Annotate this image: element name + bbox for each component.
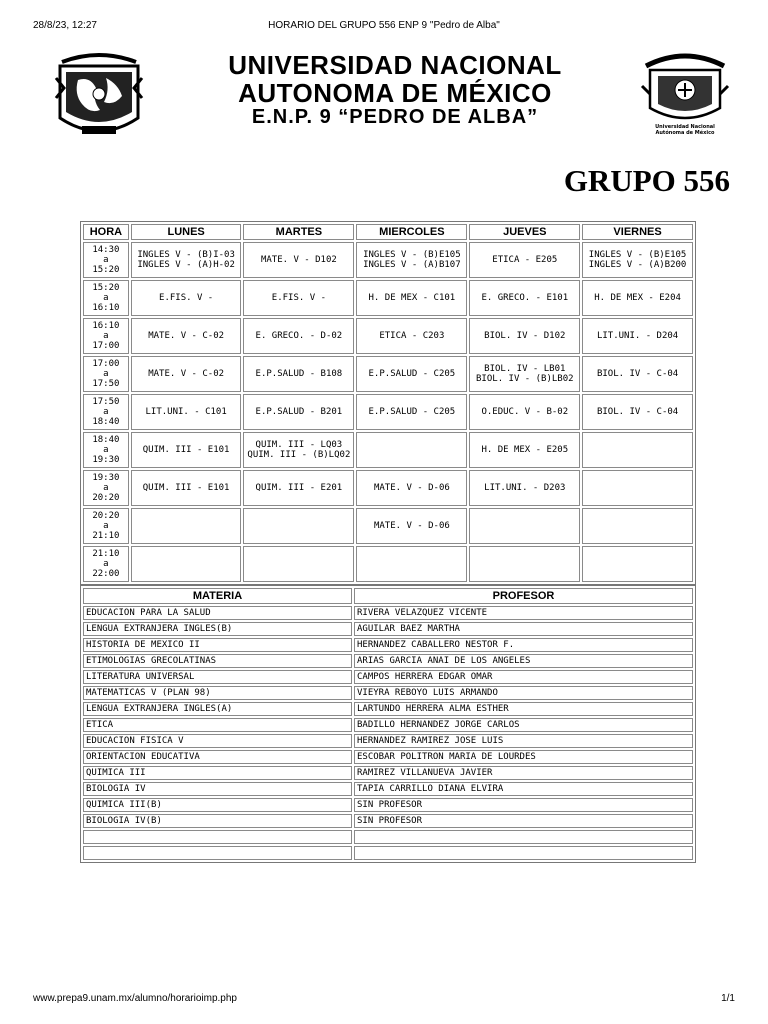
- subject-row: [83, 782, 693, 796]
- subject-row: [83, 718, 693, 732]
- time-slot-line: 16:10: [92, 321, 120, 331]
- subject-row: [83, 638, 693, 652]
- time-slot-line: 18:40: [92, 435, 120, 445]
- teacher-name: RIVERA VELAZQUEZ VICENTE: [354, 606, 693, 620]
- time-slot: [83, 394, 129, 430]
- class-entry: INGLES V - (A)B200: [588, 260, 687, 270]
- time-slot: [83, 242, 129, 278]
- subject-row: [83, 734, 693, 748]
- time-slot-line: a: [103, 445, 109, 455]
- time-slot-line: 20:20: [92, 511, 120, 521]
- class-entry: INGLES V - (B)E105: [363, 250, 461, 260]
- teacher-name: SIN PROFESOR: [354, 814, 693, 828]
- class-cell: [469, 470, 580, 506]
- class-cell: [582, 356, 693, 392]
- teacher-name: HERNANDEZ RAMIREZ JOSE LUIS: [354, 734, 693, 748]
- time-slot-line: 17:00: [92, 341, 120, 351]
- subject-row: [83, 846, 693, 860]
- subject-row: [83, 606, 693, 620]
- class-entry: QUIM. III - E101: [142, 483, 230, 493]
- class-cell: [243, 470, 354, 506]
- time-slot-line: 17:50: [92, 379, 120, 389]
- teacher-name: VIEYRA REBOYO LUIS ARMANDO: [354, 686, 693, 700]
- time-slot: [83, 432, 129, 468]
- time-slot-line: 15:20: [92, 283, 120, 293]
- schedule-header-row: [83, 224, 693, 240]
- print-title: HORARIO DEL GRUPO 556 ENP 9 "Pedro de Alba": [268, 20, 500, 31]
- teacher-name: BADILLO HERNANDEZ JORGE CARLOS: [354, 718, 693, 732]
- class-cell: [131, 242, 242, 278]
- class-entry: INGLES V - (A)H-02: [137, 260, 235, 270]
- class-entry: ETICA - E205: [492, 255, 558, 265]
- subjects-table: [80, 585, 696, 863]
- schedule-row: [83, 508, 693, 544]
- subject-name: EDUCACION FISICA V: [83, 734, 352, 748]
- class-entry: ETICA - C203: [379, 331, 445, 341]
- university-name-line1: UNIVERSIDAD NACIONAL: [228, 50, 562, 80]
- teacher-name: AGUILAR BAEZ MARTHA: [354, 622, 693, 636]
- class-entry: QUIM. III - E201: [255, 483, 343, 493]
- schedule-row: [83, 546, 693, 582]
- time-slot-line: 17:50: [92, 397, 120, 407]
- subject-row: [83, 750, 693, 764]
- header-lunes: LUNES: [131, 224, 242, 240]
- class-cell: [356, 356, 467, 392]
- class-entry: QUIM. III - LQ03: [255, 440, 343, 450]
- class-cell: [582, 280, 693, 316]
- class-cell: [131, 546, 242, 582]
- teacher-name: ESCOBAR POLITRON MARIA DE LOURDES: [354, 750, 693, 764]
- class-cell: [356, 470, 467, 506]
- time-slot-line: 19:30: [92, 455, 120, 465]
- class-cell: [243, 318, 354, 354]
- class-entry: LIT.UNI. - C101: [145, 407, 227, 417]
- teacher-name: LARTUNDO HERRERA ALMA ESTHER: [354, 702, 693, 716]
- subject-name: BIOLOGIA IV: [83, 782, 352, 796]
- subject-row: [83, 798, 693, 812]
- class-entry: BIOL. IV - LB01: [484, 364, 566, 374]
- subjects-header-row: [83, 588, 693, 604]
- teacher-name: [354, 830, 693, 844]
- footer-url: www.prepa9.unam.mx/alumno/horarioimp.php: [33, 993, 237, 1004]
- teacher-name: TAPIA CARRILLO DIANA ELVIRA: [354, 782, 693, 796]
- subject-name: BIOLOGIA IV(B): [83, 814, 352, 828]
- header-hora: HORA: [83, 224, 129, 240]
- class-cell: [356, 242, 467, 278]
- subject-name: LENGUA EXTRANJERA INGLES(A): [83, 702, 352, 716]
- class-entry: E. GRECO. - D-02: [255, 331, 343, 341]
- time-slot-line: 21:10: [92, 549, 120, 559]
- class-cell: [131, 432, 242, 468]
- header-martes: MARTES: [243, 224, 354, 240]
- class-cell: [243, 432, 354, 468]
- time-slot-line: a: [103, 331, 109, 341]
- header-jueves: JUEVES: [469, 224, 580, 240]
- class-cell: [582, 242, 693, 278]
- class-cell: [131, 470, 242, 506]
- enp-seal-logo: [640, 46, 730, 142]
- time-slot: [83, 318, 129, 354]
- school-name: E.N.P. 9 “PEDRO DE ALBA”: [251, 106, 539, 128]
- time-slot-line: 18:40: [92, 417, 120, 427]
- class-cell: [131, 508, 242, 544]
- class-cell: [243, 546, 354, 582]
- subject-row: [83, 654, 693, 668]
- class-cell: [469, 280, 580, 316]
- class-entry: BIOL. IV - D102: [484, 331, 566, 341]
- subject-name: [83, 830, 352, 844]
- time-slot-line: 14:30: [92, 245, 120, 255]
- class-entry: MATE. V - C-02: [148, 331, 225, 341]
- schedule-row: [83, 432, 693, 468]
- unam-shield-logo: [52, 48, 146, 142]
- teacher-name: [354, 846, 693, 860]
- class-entry: BIOL. IV - C-04: [596, 369, 679, 379]
- group-title: GRUPO 556: [563, 163, 730, 198]
- class-entry: INGLES V - (B)E105: [588, 250, 687, 260]
- time-slot-line: a: [103, 483, 109, 493]
- footer-page-number: 1/1: [721, 993, 735, 1004]
- time-slot-line: a: [103, 255, 109, 265]
- schedule-row: [83, 394, 693, 430]
- class-entry: E.P.SALUD - B108: [255, 369, 343, 379]
- print-date: 28/8/23, 12:27: [33, 20, 97, 31]
- time-slot-line: 16:10: [92, 303, 120, 313]
- class-cell: [469, 356, 580, 392]
- class-cell: [356, 280, 467, 316]
- time-slot: [83, 470, 129, 506]
- class-entry: QUIM. III - E101: [142, 445, 230, 455]
- class-cell: [131, 318, 242, 354]
- header-miercoles: MIERCOLES: [356, 224, 467, 240]
- header-viernes: VIERNES: [582, 224, 693, 240]
- class-cell: [356, 318, 467, 354]
- subject-name: ORIENTACION EDUCATIVA: [83, 750, 352, 764]
- schedule-row: [83, 356, 693, 392]
- class-cell: [582, 470, 693, 506]
- class-entry: E.FIS. V -: [159, 293, 214, 303]
- time-slot: [83, 508, 129, 544]
- subject-name: LITERATURA UNIVERSAL: [83, 670, 352, 684]
- class-entry: O.EDUC. V - B-02: [481, 407, 569, 417]
- seal-text-2: Autónoma de México: [655, 130, 715, 136]
- time-slot: [83, 356, 129, 392]
- class-cell: [582, 508, 693, 544]
- class-entry: E.P.SALUD - C205: [368, 407, 456, 417]
- schedule-row: [83, 318, 693, 354]
- time-slot-line: a: [103, 369, 109, 379]
- class-cell: [356, 394, 467, 430]
- time-slot-line: 20:20: [92, 493, 120, 503]
- time-slot-line: 15:20: [92, 265, 120, 275]
- class-cell: [469, 508, 580, 544]
- class-entry: E.P.SALUD - C205: [368, 369, 456, 379]
- subject-row: [83, 814, 693, 828]
- profesor-header: PROFESOR: [354, 588, 693, 604]
- class-entry: MATE. V - C-02: [148, 369, 225, 379]
- class-cell: [469, 394, 580, 430]
- class-cell: [243, 280, 354, 316]
- schedule-row: [83, 280, 693, 316]
- time-slot-line: a: [103, 521, 109, 531]
- class-entry: E. GRECO. - E101: [481, 293, 569, 303]
- time-slot-line: 22:00: [92, 569, 120, 579]
- class-cell: [582, 432, 693, 468]
- class-cell: [582, 546, 693, 582]
- subject-row: [83, 766, 693, 780]
- subject-name: HISTORIA DE MEXICO II: [83, 638, 352, 652]
- class-cell: [469, 318, 580, 354]
- university-name-line2: AUTONOMA DE MÉXICO: [238, 78, 552, 108]
- time-slot: [83, 546, 129, 582]
- class-entry: MATE. V - D-06: [373, 521, 450, 531]
- schedule-table: [80, 221, 696, 585]
- subject-name: QUIMICA III: [83, 766, 352, 780]
- teacher-name: SIN PROFESOR: [354, 798, 693, 812]
- subject-row: [83, 622, 693, 636]
- class-entry: LIT.UNI. - D203: [484, 483, 566, 493]
- teacher-name: CAMPOS HERRERA EDGAR OMAR: [354, 670, 693, 684]
- subject-name: QUIMICA III(B): [83, 798, 352, 812]
- subject-name: ETICA: [83, 718, 352, 732]
- schedule-row: [83, 242, 693, 278]
- subject-row: [83, 702, 693, 716]
- class-cell: [131, 394, 242, 430]
- schedule-row: [83, 470, 693, 506]
- class-cell: [356, 432, 467, 468]
- teacher-name: HERNANDEZ CABALLERO NESTOR F.: [354, 638, 693, 652]
- time-slot-line: a: [103, 407, 109, 417]
- class-entry: E.FIS. V -: [271, 293, 326, 303]
- materia-header: MATERIA: [83, 588, 352, 604]
- time-slot-line: 21:10: [92, 531, 120, 541]
- subject-row: [83, 670, 693, 684]
- class-entry: H. DE MEX - E204: [594, 293, 681, 303]
- class-cell: [582, 394, 693, 430]
- class-cell: [131, 356, 242, 392]
- class-cell: [469, 546, 580, 582]
- class-entry: INGLES V - (B)I-03: [137, 250, 235, 260]
- class-cell: [131, 280, 242, 316]
- subject-name: LENGUA EXTRANJERA INGLES(B): [83, 622, 352, 636]
- subject-name: MATEMATICAS V (PLAN 98): [83, 686, 352, 700]
- class-cell: [469, 432, 580, 468]
- class-entry: LIT.UNI. - D204: [596, 331, 679, 341]
- class-entry: INGLES V - (A)B107: [363, 260, 461, 270]
- class-cell: [243, 356, 354, 392]
- seal-text-1: Universidad Nacional: [655, 124, 715, 130]
- subject-name: ETIMOLOGIAS GRECOLATINAS: [83, 654, 352, 668]
- class-cell: [356, 546, 467, 582]
- subject-name: EDUCACION PARA LA SALUD: [83, 606, 352, 620]
- class-entry: H. DE MEX - E205: [481, 445, 569, 455]
- subject-name: [83, 846, 352, 860]
- class-cell: [356, 508, 467, 544]
- teacher-name: RAMIREZ VILLANUEVA JAVIER: [354, 766, 693, 780]
- class-entry: E.P.SALUD - B201: [255, 407, 343, 417]
- class-entry: BIOL. IV - C-04: [596, 407, 679, 417]
- time-slot-line: a: [103, 559, 109, 569]
- time-slot-line: a: [103, 293, 109, 303]
- subject-row: [83, 830, 693, 844]
- class-entry: QUIM. III - (B)LQ02: [247, 450, 351, 460]
- time-slot-line: 17:00: [92, 359, 120, 369]
- subject-row: [83, 686, 693, 700]
- time-slot: [83, 280, 129, 316]
- class-cell: [243, 508, 354, 544]
- class-entry: MATE. V - D102: [260, 255, 337, 265]
- class-entry: BIOL. IV - (B)LB02: [476, 374, 574, 384]
- class-cell: [582, 318, 693, 354]
- class-cell: [243, 242, 354, 278]
- class-entry: MATE. V - D-06: [373, 483, 450, 493]
- class-entry: H. DE MEX - C101: [368, 293, 456, 303]
- class-cell: [243, 394, 354, 430]
- class-cell: [469, 242, 580, 278]
- teacher-name: ARIAS GARCIA ANAI DE LOS ANGELES: [354, 654, 693, 668]
- time-slot-line: 19:30: [92, 473, 120, 483]
